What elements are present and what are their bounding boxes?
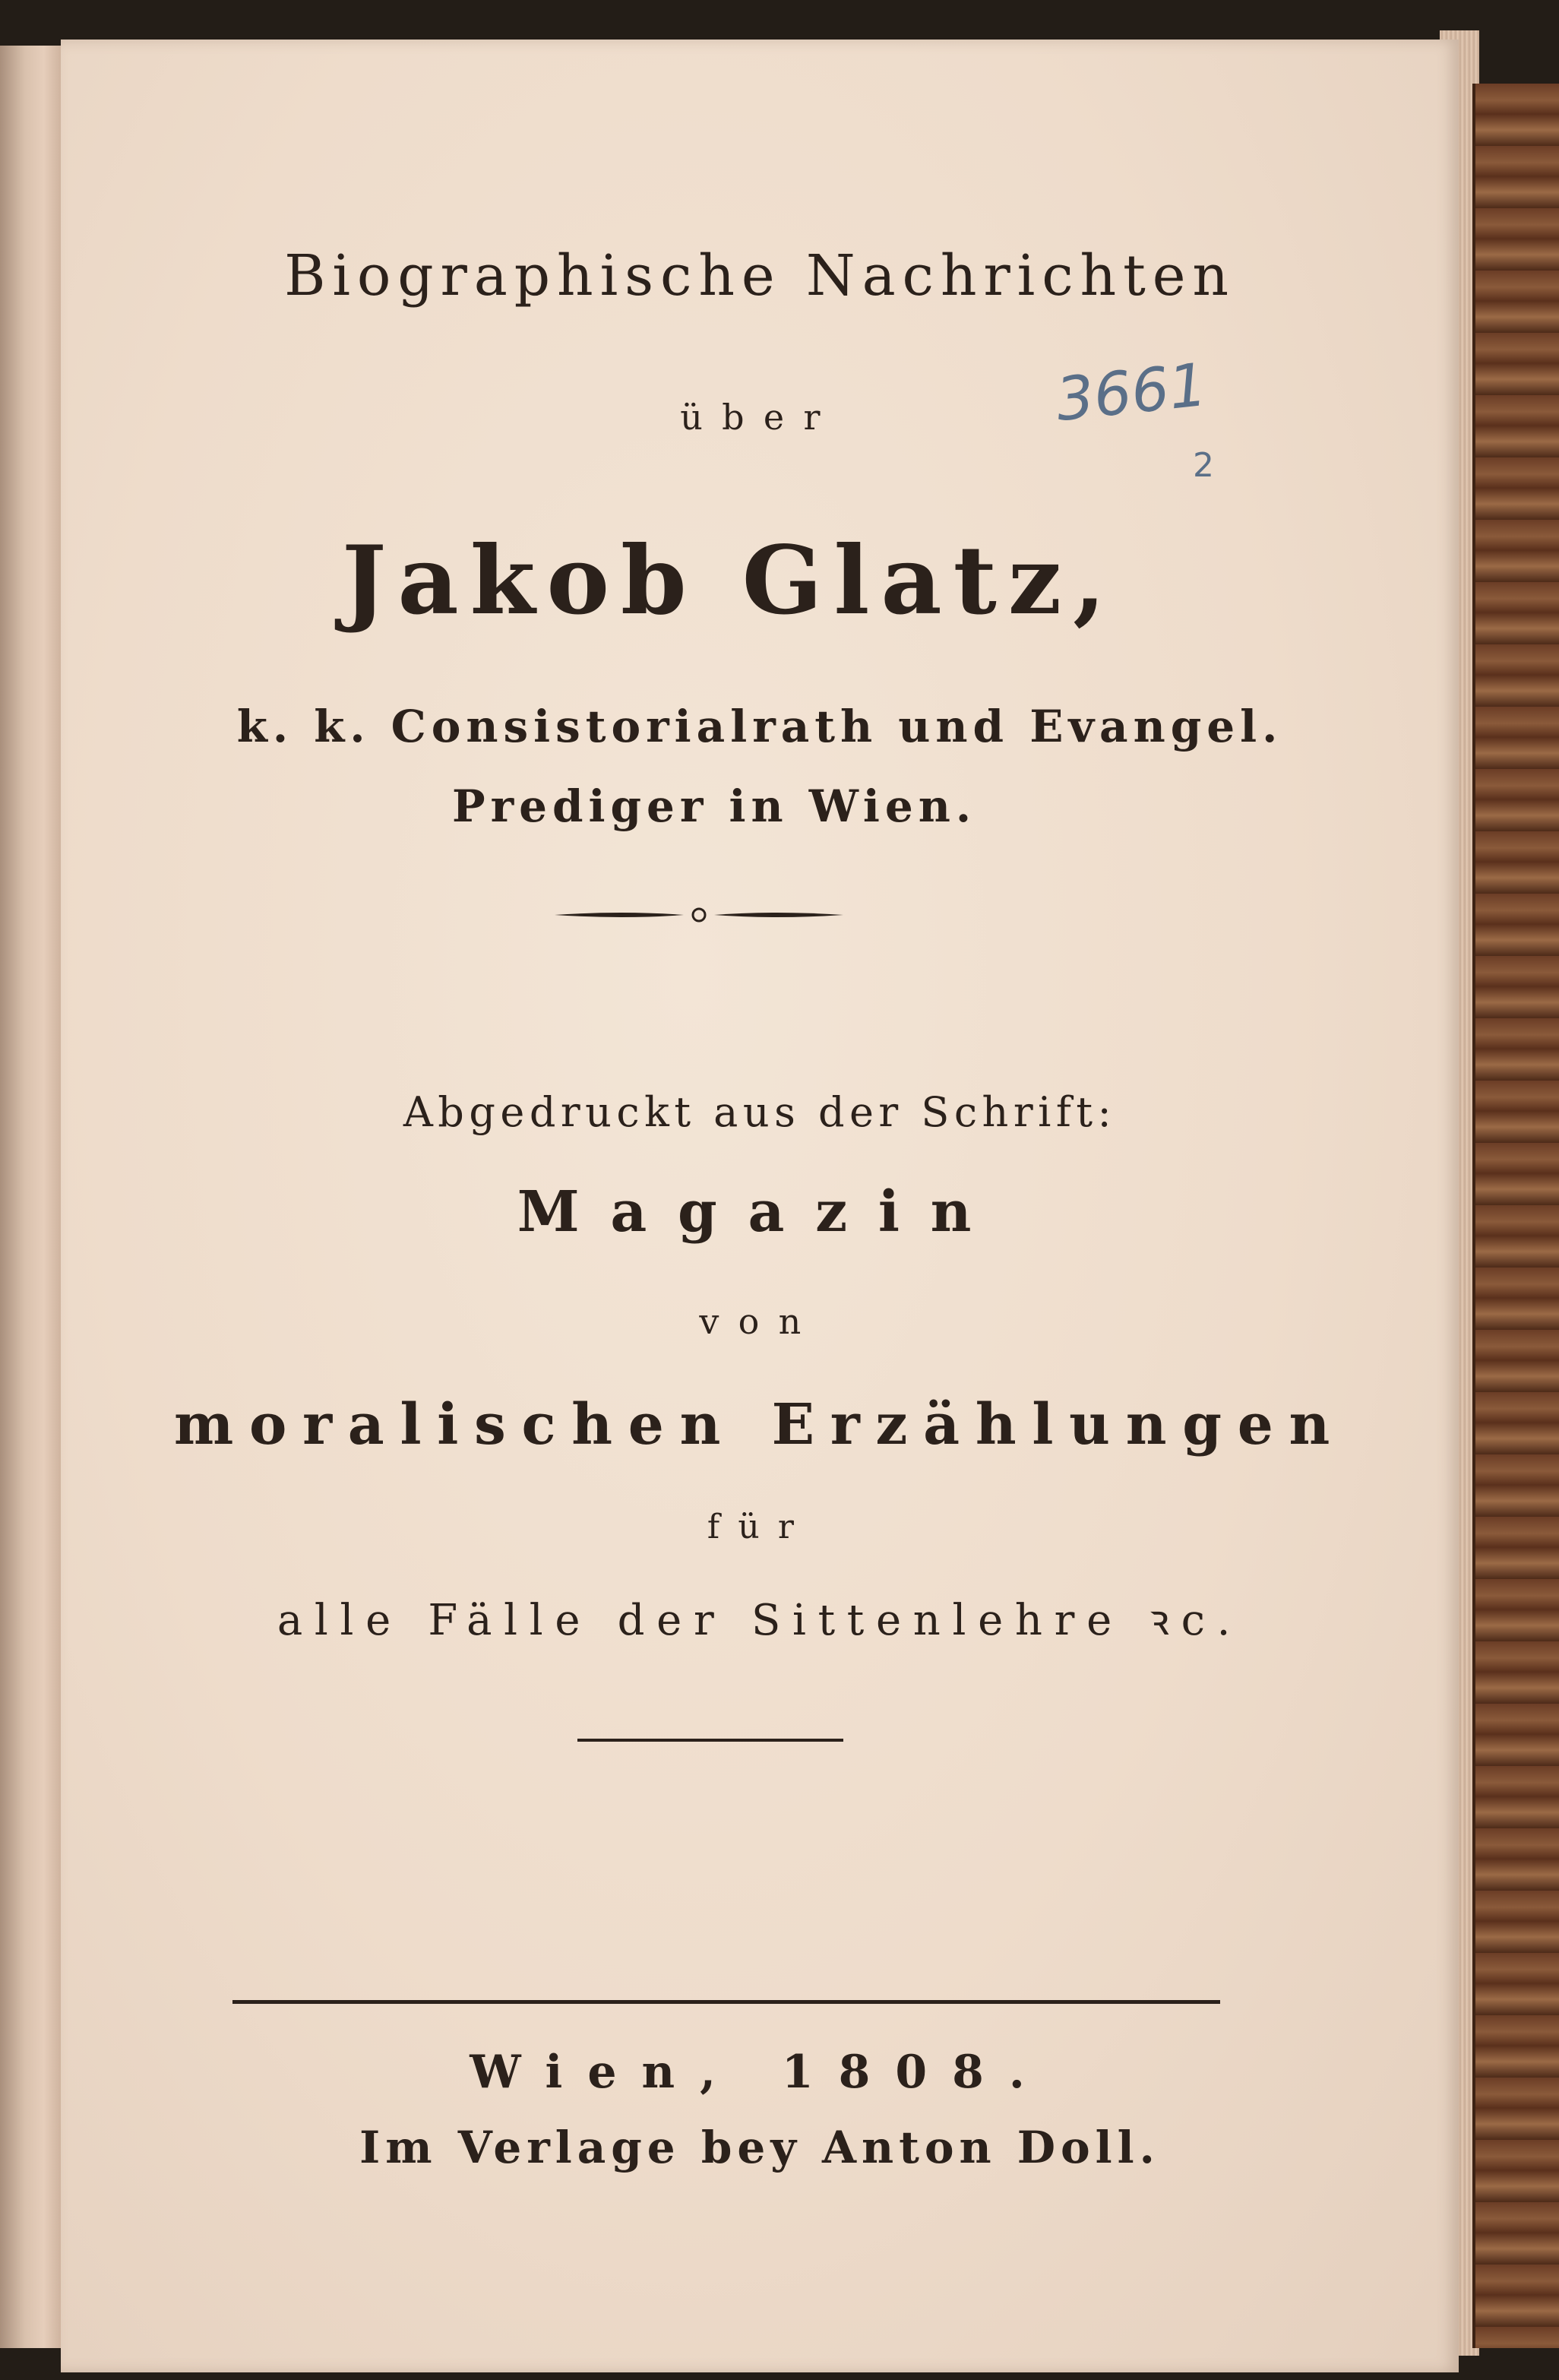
handwritten-shelfmark: 3661	[1052, 350, 1210, 435]
title-page	[61, 40, 1459, 2372]
reprint-note: Abgedruckt aus der Schrift:	[403, 1088, 1117, 1136]
ornament-divider	[555, 900, 843, 930]
short-rule	[577, 1739, 843, 1742]
source-title: Magazin	[517, 1179, 1003, 1245]
office-line-2: Prediger in Wien.	[452, 780, 976, 832]
ueber-line: über	[680, 397, 840, 438]
book-spine	[1472, 84, 1559, 2348]
handwritten-shelfmark-sub: 2	[1193, 446, 1214, 485]
fuer-line: für	[707, 1508, 813, 1546]
long-rule	[232, 2000, 1220, 2004]
von-line: von	[699, 1301, 821, 1342]
author-name: Jakob Glatz,	[341, 526, 1118, 636]
office-line-1: k. k. Consistorialrath und Evangel.	[236, 701, 1283, 752]
facing-page-edge	[0, 46, 65, 2348]
heading: Biographische Nachrichten	[284, 243, 1235, 309]
source-subject: moralischen Erzählungen	[173, 1392, 1346, 1457]
imprint-place-year: Wien, 1808.	[470, 2046, 1050, 2099]
imprint-publisher: Im Verlage bey Anton Doll.	[359, 2122, 1160, 2173]
source-scope: alle Fälle der Sittenlehre ꝛc.	[277, 1596, 1243, 1645]
